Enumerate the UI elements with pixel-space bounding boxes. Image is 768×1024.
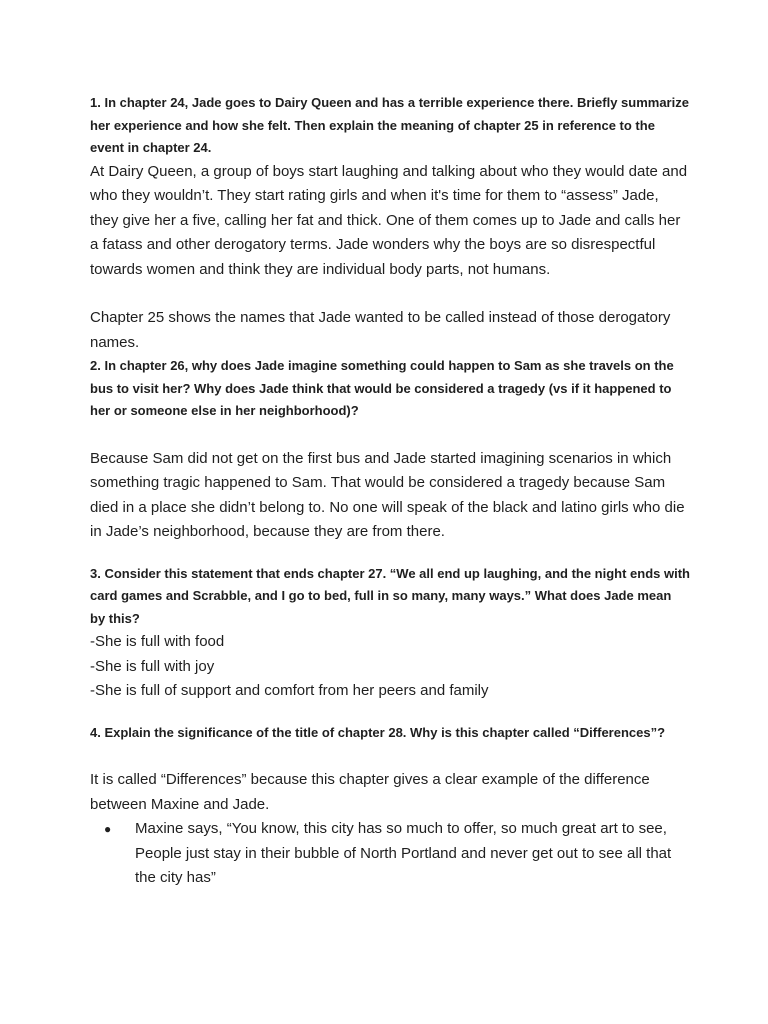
answer-4: It is called “Differences” because this chapter gives a clear example of the difference between Maxine and Jade. — [90, 771, 650, 813]
answer-3-line-3: -She is full of support and comfort from her peers and family — [90, 682, 489, 699]
question-1: 1. In chapter 24, Jade goes to Dairy Queen and has a terrible experience there. Briefly summarize her experience and how she felt. Then explain the meaning of chapter 25 in reference to the event in chapter 24. — [90, 95, 689, 155]
answer-1-paragraph-1: At Dairy Queen, a group of boys start laughing and talking about who they would date and who they wouldn’t. They start rating girls and when it's time for them to “assess” Jade, they give her a five, calling her fat and thick. One of them comes up to Jade and calls her a fatass and other derogatory terms. Jade wonders why the boys are so disrespectful towards women and think they are individual body parts, not humans. — [90, 162, 688, 278]
answer-3-line-1: -She is full with food — [90, 633, 225, 650]
answer-2: Because Sam did not get on the first bus and Jade started imagining scenarios in which something tragic happened to Sam. That would be considered a tragedy because Sam died in a place she didn’t belong to. No one will speak of the black and latino girls who die in Jade’s neighborhood, because they are from there. — [90, 449, 685, 540]
question-3: 3. Consider this statement that ends chapter 27. “We all end up laughing, and the night ends with card games and Scrabble, and I go to bed, full in so many, many ways.” What does Jade mean by this? — [90, 565, 690, 626]
answer-1-paragraph-2: Chapter 25 shows the names that Jade wanted to be called instead of those derogatory names. — [90, 309, 671, 351]
bullet-icon: ● — [104, 822, 112, 836]
answer-4-bullet-list — [90, 817, 690, 891]
question-4: 4. Explain the significance of the title of chapter 28. Why is this chapter called “Differences”? — [90, 724, 666, 740]
document-page — [90, 92, 690, 891]
bullet-text: Maxine says, “You know, this city has so much to offer, so much great art to see, People just stay in their bubble of North Portland and never get out to see all that the city has” — [135, 820, 672, 886]
answer-3-line-2: -She is full with joy — [90, 657, 215, 675]
question-2: 2. In chapter 26, why does Jade imagine something could happen to Sam as she travels on the bus to visit her? Why does Jade think that would be considered a tragedy (vs if it happened to her or someone else in her neighborhood)? — [90, 358, 674, 418]
list-item — [90, 817, 690, 891]
